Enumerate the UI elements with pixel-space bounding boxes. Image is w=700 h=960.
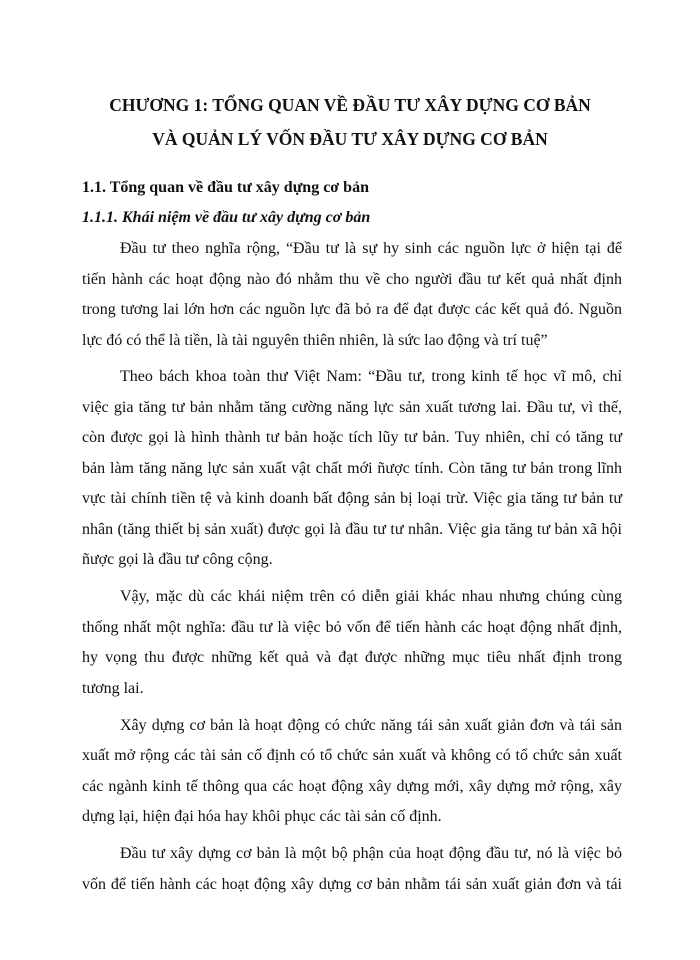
text-line: ñược gọi là đầu tư công cộng.: [82, 551, 273, 569]
text-line: còn được gọi là hình thành tư bản hoặc tích lũy tư bản. Tuy nhiên, chỉ có tăng tư: [82, 429, 622, 447]
text-line: xuất mở rộng các tài sản cố định có tổ chức sản xuất và không có tổ chức sản xuất: [82, 747, 622, 765]
text-line: vốn để tiến hành các hoạt động xây dựng cơ bản nhằm tái sản xuất giản đơn và tái: [82, 875, 622, 893]
text-line: nhân (tăng thiết bị sản xuất) được gọi là đầu tư tư nhân. Việc gia tăng tư bản xã hội: [82, 520, 622, 538]
body-text: [82, 234, 622, 900]
text-line: Đầu tư theo nghĩa rộng, “Đầu tư là sự hy sinh các nguồn lực ở hiện tại để: [120, 240, 622, 257]
chapter-title: [70, 88, 630, 156]
section-heading: 1.1. Tổng quan về đầu tư xây dựng cơ bản: [82, 179, 369, 196]
chapter-title-line-1: CHƯƠNG 1: TỔNG QUAN VỀ ĐẦU TƯ XÂY DỰNG CƠ BẢN: [109, 95, 591, 115]
text-line: vực tài chính tiền tệ và kinh doanh bất động sản bị loại trừ. Việc gia tăng tư bản tư: [82, 490, 622, 508]
text-line: thống nhất một nghĩa: đầu tư là việc bỏ vốn để tiến hành các hoạt động nhất định,: [82, 618, 622, 636]
text-line: dựng lại, hiện đại hóa hay khôi phục các tài sản cố định.: [82, 808, 442, 826]
text-line: việc gia tăng tư bản nhằm tăng cường năng lực sản xuất tương lai. Đầu tư, vì thế,: [82, 398, 622, 416]
subsection-heading: 1.1.1. Khái niệm về đầu tư xây dựng cơ bản: [82, 209, 371, 226]
text-line: hy vọng thu được những kết quả và đạt được những mục tiêu nhất định trong: [82, 649, 622, 667]
text-line: lực đó có thể là tiền, là tài nguyên thiên nhiên, là sức lao động và trí tuệ”: [82, 331, 548, 349]
text-line: Vậy, mặc dù các khái niệm trên có diễn giải khác nhau nhưng chúng cùng: [120, 588, 622, 606]
paragraph-5: [82, 839, 622, 900]
text-line: bản làm tăng năng lực sản xuất vật chất mới ñược tính. Còn tăng tư bản trong lĩnh: [82, 459, 622, 477]
text-line: Xây dựng cơ bản là hoạt động có chức năng tái sản xuất giản đơn và tái sản: [120, 716, 622, 734]
paragraph-2: [82, 362, 622, 576]
text-line: tiến hành các hoạt động nào đó nhằm thu về cho người đầu tư kết quả nhất định: [82, 270, 622, 288]
text-line: tương lai.: [82, 679, 144, 697]
text-line: Đầu tư xây dựng cơ bản là một bộ phận của hoạt động đầu tư, nó là việc bỏ: [120, 845, 622, 863]
chapter-title-line-2: VÀ QUẢN LÝ VỐN ĐẦU TƯ XÂY DỰNG CƠ BẢN: [152, 129, 548, 149]
paragraph-4: [82, 711, 622, 833]
paragraph-1: [82, 234, 622, 356]
text-line: trong tương lai lớn hơn các nguồn lực đã bỏ ra để đạt được các kết quả đó. Nguồn: [82, 301, 622, 318]
paragraph-3: [82, 582, 622, 704]
text-line: các ngành kinh tế thông qua các hoạt động xây dựng mới, xây dựng mở rộng, xây: [82, 777, 622, 795]
text-line: Theo bách khoa toàn thư Việt Nam: “Đầu tư, trong kinh tế học vĩ mô, chỉ: [120, 368, 622, 386]
